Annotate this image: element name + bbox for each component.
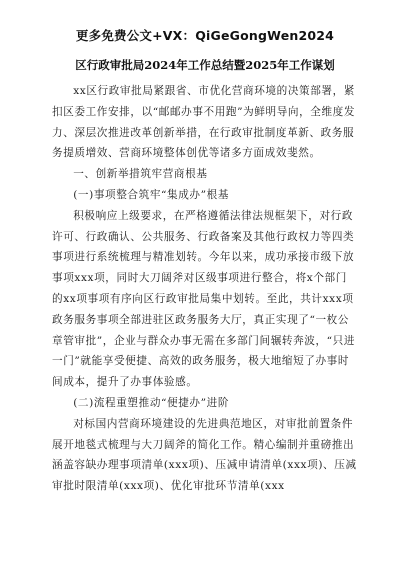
document-title: 区行政审批局2024年工作总结暨2025年工作谋划	[75, 58, 335, 72]
body-paragraph-2: 对标国内营商环境建设的先进典范地区，对审批前置条件展开地毯式梳理与大刀阔斧的简化工作。精心编制并重磅推出涵盖容缺办理事项清单(xxx项)、压减申请清单(xxx项)、压减审批时限清单(xxx项)、优化审批环节清单(xxx	[52, 417, 357, 493]
promo-banner: 更多免费公文+VX：QiGeGongWen2024	[75, 28, 335, 43]
body-paragraph-1: 积极响应上级要求，在严格遵循法律法规框架下，对行政许可、行政确认、公共服务、行政备案及其他行政权力等四类事项进行系统梳理与精准划转。今年以来，成功承接市级下放事项xxx项，同时大刀阔斧对区级事项进行整合，将x个部门的xx项事项有序向区行政审批局集中划转。至此，共计xxx项政务服务事项全部进驻区政务服务大厅，真正实现了“一枚公章管审批”，企业与群众办事无需在多部门间辗转奔波，“只进一门”就能享受便捷、高效的政务服务，极大地缩短了办事时间成本，提升了办事体验感。	[52, 209, 356, 389]
section-heading-1: 一、创新举措筑牢营商根基	[73, 168, 208, 181]
subsection-heading-2: (二)流程重塑推动“便捷办”进阶	[73, 396, 230, 409]
intro-paragraph: xx区行政审批局紧跟省、市优化营商环境的决策部署，紧扣区委工作安排，以“邮邮办事不用跑”为鲜明导向，全维度发力、深层次推进改革创新举措，在行政审批制度革新、政务服务提质增效、营商环境整体创优等诸多方面成效斐然。	[52, 85, 356, 160]
document-body	[52, 81, 358, 497]
subsection-heading-1: (一)事项整合筑牢“集成办”根基	[73, 188, 230, 201]
